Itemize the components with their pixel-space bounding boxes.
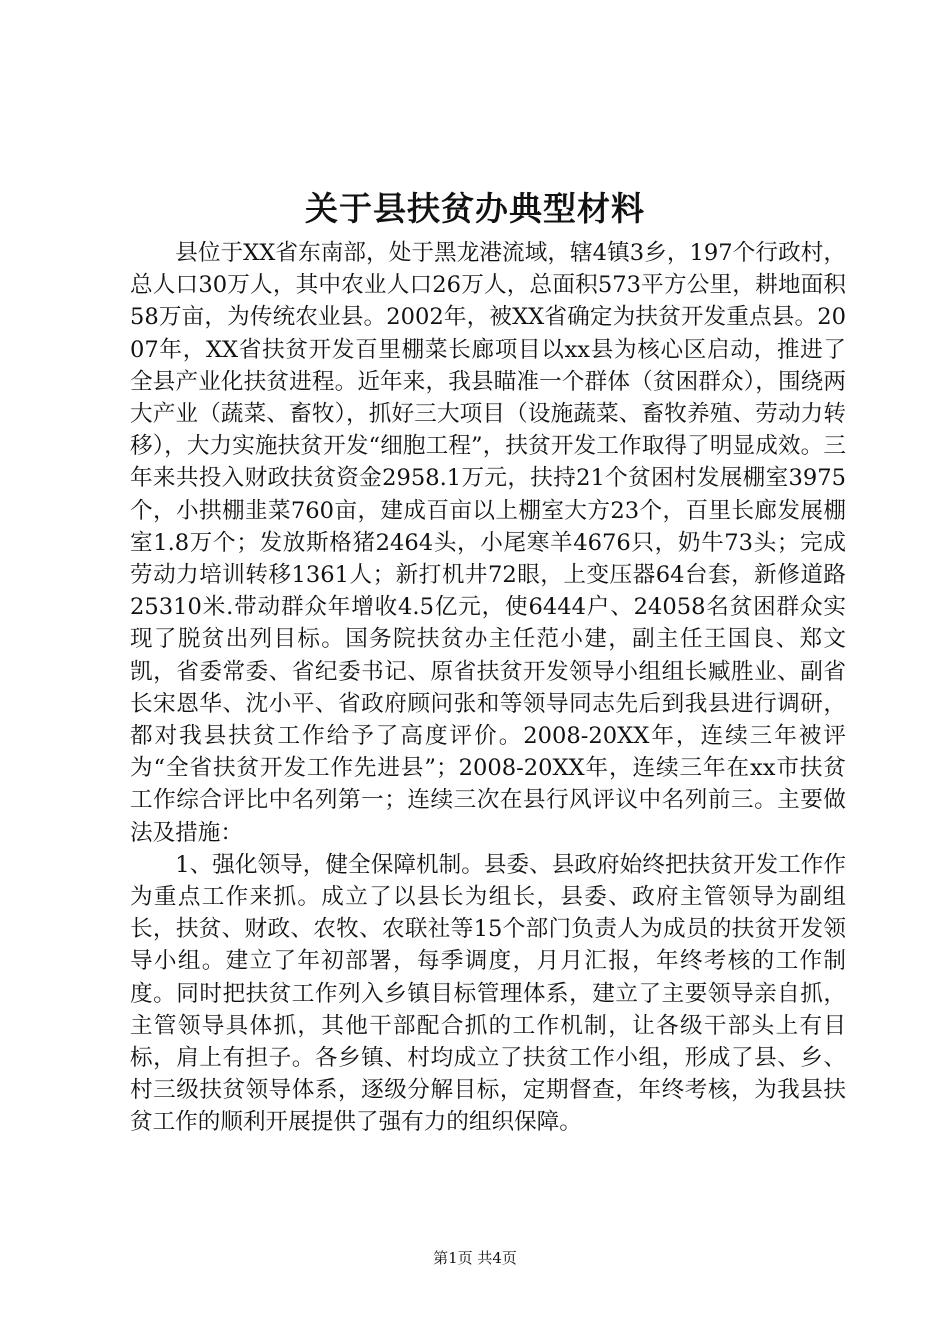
page-footer: 第1页 共4页 — [433, 1249, 517, 1267]
paragraph-measure-1: 1、强化领导，健全保障机制。县委、县政府始终把扶贫开发工作作为重点工作来抓。成立了以县长为组长，县委、政府主管领导为副组长，扶贫、财政、农牧、农联社等15个部门负责人为成员的扶贫开发领导小组。建立了年初部署，每季调度，月月汇报，年终考核的工作制度。同时把扶贫工作列入乡镇目标管理体系，建立了主要领导亲自抓，主管领导具体抓，其他干部配合抓的工作机制，让各级干部头上有目标，肩上有担子。各乡镇、村均成立了扶贫工作小组，形成了县、乡、村三级扶贫领导体系，逐级分解目标，定期督查，年终考核，为我县扶贫工作的顺利开展提供了强有力的组织保障。 — [130, 851, 846, 1136]
paragraph-intro: 县位于XX省东南部，处于黑龙港流域，辖4镇3乡，197个行政村，总人口30万人，其中农业人口26万人，总面积573平方公里，耕地面积58万亩，为传统农业县。2002年，被XX省确定为扶贫开发重点县。2007年，XX省扶贫开发百里棚菜长廊项目以xx县为核心区启动，推进了全县产业化扶贫进程。近年来，我县瞄准一个群体（贫困群众），围绕两大产业（蔬菜、畜牧），抓好三大项目（设施蔬菜、畜牧养殖、劳动力转移），大力实施扶贫开发“细胞工程”，扶贫开发工作取得了明显成效。三年来共投入财政扶贫资金2958.1万元，扶持21个贫困村发展棚室3975个，小拱棚韭菜760亩，建成百亩以上棚室大方23个，百里长廊发展棚室1.8万个；发放斯格猪2464头，小尾寒羊4676只，奶牛73头；完成劳动力培训转移1361人；新打机井72眼，上变压器64台套，新修道路25310米.带动群众年增收4.5亿元，使6444户、24058名贫困群众实现了脱贫出列目标。国务院扶贫办主任范小建，副主任王国良、郑文凯，省委常委、省纪委书记、原省扶贫开发领导小组组长臧胜业、副省长宋恩华、沈小平、省政府顾问张和等领导同志先后到我县进行调研，都对我县扶贫工作给予了高度评价。2008-20XX年，连续三年被评为“全省扶贫开发工作先进县”；2008-20XX年，连续三年在xx市扶贫工作综合评比中名列第一；连续三次在县行风评议中名列前三。主要做法及措施： — [130, 240, 846, 846]
document-title: 关于县扶贫办典型材料 — [305, 189, 645, 228]
document-body — [130, 237, 846, 1139]
